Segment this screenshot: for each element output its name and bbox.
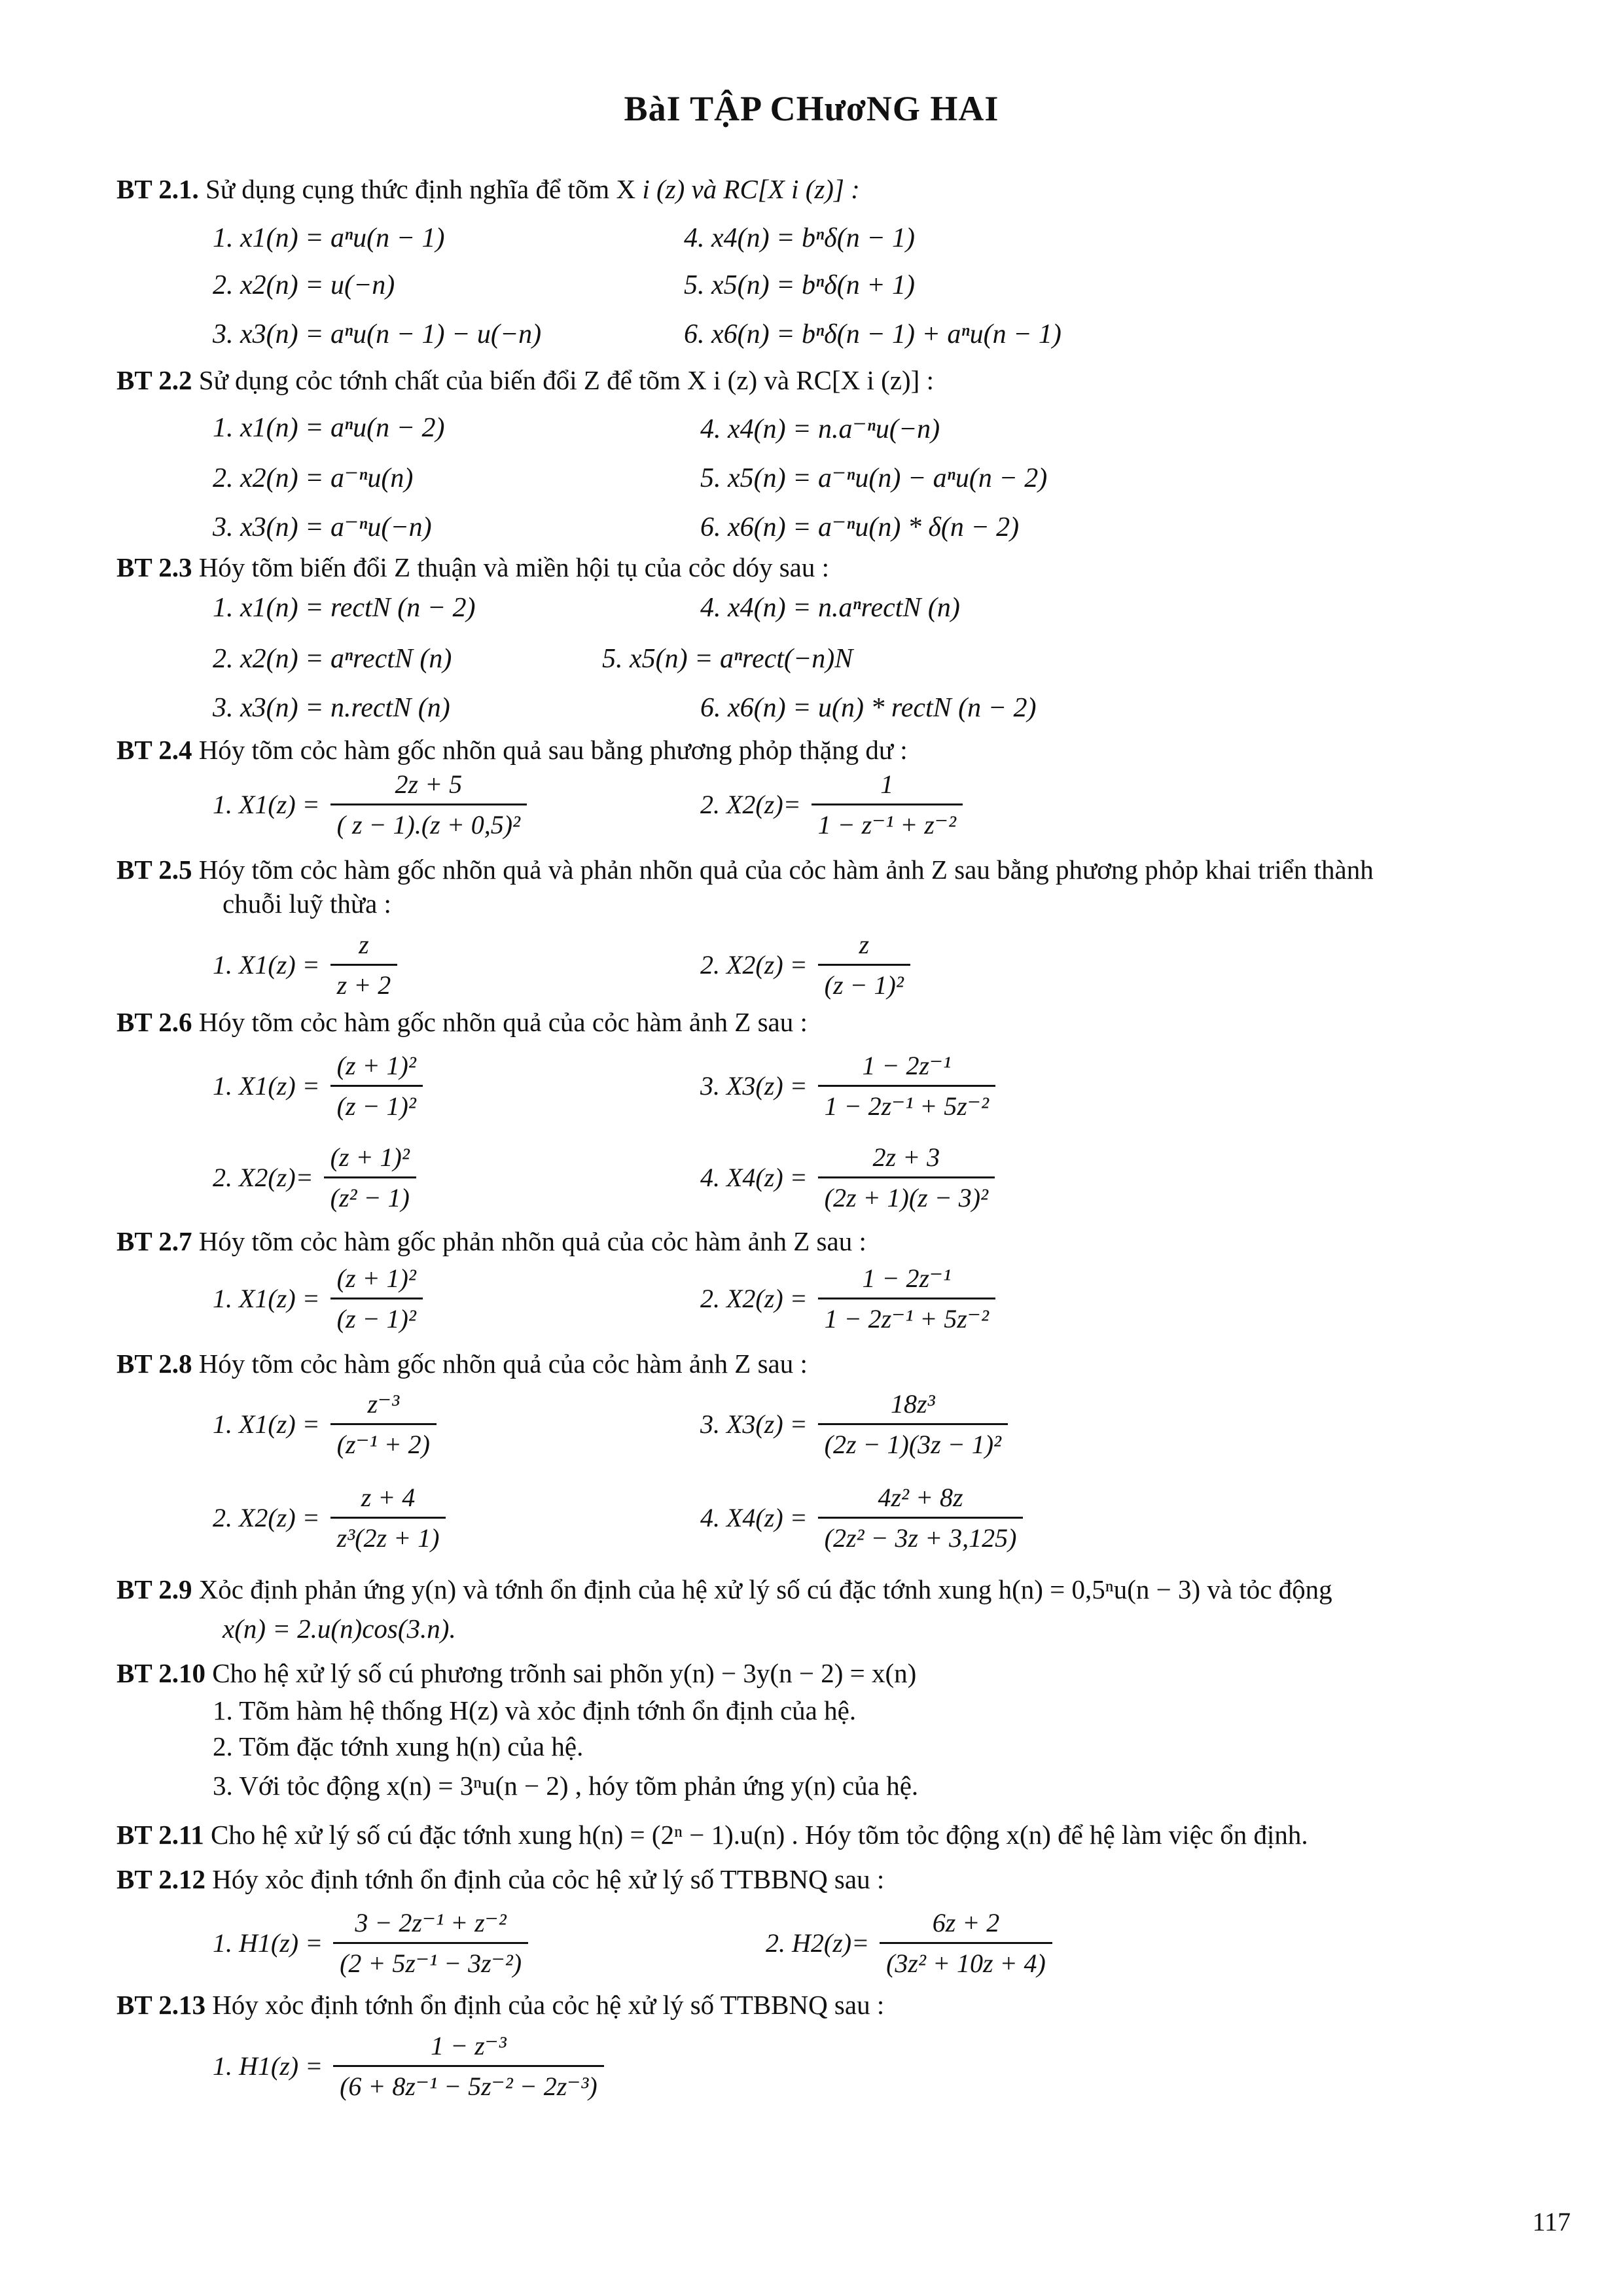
formula-lhs: X1(z) = <box>239 790 320 819</box>
exercise-label: BT 2.13 <box>116 1990 205 2020</box>
fraction-numerator: z <box>330 929 398 966</box>
list-item: 6. x6(n) = a⁻ⁿu(n) * δ(n − 2) <box>700 512 1020 542</box>
exercise-2-13-header <box>116 1989 884 2021</box>
fraction <box>330 1388 437 1460</box>
fraction <box>818 929 910 1000</box>
fraction-numerator: 18z³ <box>818 1388 1008 1425</box>
fraction <box>818 1142 995 1213</box>
exercise-2-2-header <box>116 364 934 396</box>
formula-lhs: X2(z)= <box>726 790 801 819</box>
list-item: 4. x4(n) = bⁿδ(n − 1) <box>684 223 916 253</box>
list-item: 3. x3(n) = n.rectN (n) <box>213 693 450 723</box>
formula-index: 1. <box>213 1071 232 1101</box>
fraction-numerator: 1 − 2z⁻¹ <box>818 1263 995 1299</box>
fraction-numerator: (z + 1)² <box>330 1050 423 1087</box>
fraction-denominator: (z − 1)² <box>824 970 904 1000</box>
fraction <box>333 1907 528 1979</box>
list-item: 5. x5(n) = bⁿδ(n + 1) <box>684 270 916 300</box>
formula-index: 2. <box>766 1928 785 1958</box>
fraction <box>330 1263 423 1334</box>
formula-lhs: H1(z) = <box>239 2051 323 2081</box>
formula-index: 4. <box>700 1503 720 1532</box>
exercise-text: Hóy tõm cỏc hàm gốc nhõn quả của cỏc hàm ảnh Z sau : <box>192 1349 808 1379</box>
exercise-label: BT 2.11 <box>116 1820 204 1850</box>
fraction-numerator: 2z + 3 <box>818 1142 995 1178</box>
exercise-label: BT 2.9 <box>116 1574 192 1604</box>
formula <box>213 1388 440 1460</box>
fraction <box>818 1482 1024 1553</box>
formula-index: 1. <box>213 790 232 819</box>
list-item: 4. x4(n) = n.a⁻ⁿu(−n) <box>700 414 940 444</box>
exercise-label: BT 2.10 <box>116 1658 205 1688</box>
exercise-2-9-header <box>116 1574 1332 1605</box>
fraction-numerator: 1 <box>812 769 963 805</box>
formula-lhs: X2(z) = <box>239 1503 320 1532</box>
exercise-text: Hóy tõm cỏc hàm gốc nhõn quả sau bằng phương phỏp thặng dư : <box>192 735 908 765</box>
fraction-denominator: z + 2 <box>336 970 391 1000</box>
fraction <box>818 1388 1008 1460</box>
list-item: 3. x3(n) = aⁿu(n − 1) − u(−n) <box>213 319 542 349</box>
exercise-label: BT 2.4 <box>116 735 192 765</box>
formula <box>700 1263 999 1334</box>
formula <box>213 1142 420 1213</box>
exercise-2-5-header <box>116 854 1374 885</box>
formula <box>700 1388 1012 1460</box>
list-item: 2. x2(n) = aⁿrectN (n) <box>213 644 452 674</box>
page-number: 117 <box>1532 2207 1571 2236</box>
exercise-text-continued: x(n) = 2.u(n)cos(3.n). <box>223 1614 456 1644</box>
formula <box>700 1050 999 1122</box>
exercise-text: Hóy tõm cỏc hàm gốc phản nhõn quả của cỏc hàm ảnh Z sau : <box>192 1226 866 1256</box>
formula-lhs: X1(z) = <box>239 1071 320 1101</box>
formula-index: 3. <box>700 1071 720 1101</box>
list-item: 1. x1(n) = aⁿu(n − 2) <box>213 413 445 443</box>
formula-lhs: H2(z)= <box>792 1928 870 1958</box>
fraction-denominator: 1 − 2z⁻¹ + 5z⁻² <box>824 1091 989 1121</box>
fraction <box>880 1907 1052 1979</box>
formula <box>213 1050 427 1122</box>
fraction-denominator: (z − 1)² <box>336 1091 416 1121</box>
formula <box>700 769 967 840</box>
fraction <box>330 1050 423 1122</box>
exercise-text: Cho hệ xử lý số cú phương trõnh sai phõn y(n) − 3y(n − 2) = x(n) <box>205 1658 917 1688</box>
formula-index: 1. <box>213 950 232 980</box>
list-item: 2. Tõm đặc tớnh xung h(n) của hệ. <box>213 1731 584 1761</box>
fraction-numerator: 1 − 2z⁻¹ <box>818 1050 995 1087</box>
exercise-label: BT 2.2 <box>116 365 192 395</box>
fraction-denominator: (z⁻¹ + 2) <box>336 1430 430 1459</box>
list-item: 2. x2(n) = u(−n) <box>213 270 395 300</box>
fraction-numerator: 2z + 5 <box>330 769 527 805</box>
exercise-2-7-header <box>116 1226 866 1257</box>
formula <box>213 2030 608 2102</box>
exercise-2-4-header <box>116 734 908 766</box>
fraction-numerator: z + 4 <box>330 1482 446 1519</box>
formula-lhs: X2(z) = <box>726 950 808 980</box>
list-item: 3. Với tỏc động x(n) = 3ⁿu(n − 2) , hóy tõm phản ứng y(n) của hệ. <box>213 1771 919 1801</box>
exercise-label: BT 2.8 <box>116 1349 192 1379</box>
fraction-denominator: z³(2z + 1) <box>336 1523 440 1553</box>
exercise-2-12-header <box>116 1863 884 1895</box>
fraction <box>333 2030 604 2102</box>
formula <box>213 1263 427 1334</box>
fraction-denominator: (z − 1)² <box>336 1304 416 1333</box>
formula <box>700 929 914 1000</box>
formula-index: 1. <box>213 1409 232 1439</box>
fraction-numerator: 3 − 2z⁻¹ + z⁻² <box>333 1907 528 1944</box>
formula <box>213 929 401 1000</box>
fraction-numerator: 6z + 2 <box>880 1907 1052 1944</box>
exercise-label: BT 2.3 <box>116 552 192 582</box>
formula-index: 1. <box>213 2051 232 2081</box>
formula-lhs: X1(z) = <box>239 950 320 980</box>
list-item: 3. x3(n) = a⁻ⁿu(−n) <box>213 512 432 542</box>
formula <box>766 1907 1056 1979</box>
exercise-2-11-header <box>116 1819 1308 1850</box>
formula <box>213 769 531 840</box>
fraction-denominator: 1 − z⁻¹ + z⁻² <box>817 810 956 839</box>
formula-lhs: X1(z) = <box>239 1284 320 1313</box>
exercise-text: Hóy xỏc định tớnh ổn định của cỏc hệ xử lý số TTBBNQ sau : <box>205 1990 885 2020</box>
formula-lhs: X3(z) = <box>726 1071 808 1101</box>
fraction <box>330 929 398 1000</box>
list-item: 1. x1(n) = aⁿu(n − 1) <box>213 223 445 253</box>
fraction <box>812 769 963 840</box>
formula-index: 2. <box>213 1503 232 1532</box>
list-item: 4. x4(n) = n.aⁿrectN (n) <box>700 593 960 623</box>
fraction-numerator: (z + 1)² <box>324 1142 416 1178</box>
fraction-numerator: 1 − z⁻³ <box>333 2030 604 2067</box>
fraction-denominator: (z² − 1) <box>330 1183 410 1212</box>
fraction-denominator: ( z − 1).(z + 0,5)² <box>336 810 521 839</box>
list-item: 6. x6(n) = bⁿδ(n − 1) + aⁿu(n − 1) <box>684 319 1061 349</box>
list-item: 5. x5(n) = aⁿrect(−n)N <box>602 644 853 674</box>
fraction-denominator: (2z² − 3z + 3,125) <box>824 1523 1017 1553</box>
fraction-denominator: (2z + 1)(z − 3)² <box>824 1183 989 1212</box>
formula-index: 1. <box>213 1284 232 1313</box>
list-item: 2. x2(n) = a⁻ⁿu(n) <box>213 463 414 493</box>
exercise-label: BT 2.12 <box>116 1864 205 1894</box>
exercise-label: BT 2.6 <box>116 1007 192 1037</box>
formula <box>213 1482 450 1553</box>
exercise-label: BT 2.5 <box>116 855 192 885</box>
exercise-2-3-header <box>116 552 829 583</box>
exercise-math: i (z) và RC[X i (z)] : <box>642 174 860 204</box>
formula-index: 2. <box>213 1163 232 1192</box>
formula-lhs: X4(z) = <box>726 1163 808 1192</box>
formula-lhs: H1(z) = <box>239 1928 323 1958</box>
exercise-text: Hóy tõm biến đổi Z thuận và miền hội tụ của cỏc dóy sau : <box>192 552 830 582</box>
fraction-numerator: 4z² + 8z <box>818 1482 1024 1519</box>
fraction <box>818 1263 995 1334</box>
exercise-2-1-header <box>116 173 860 205</box>
fraction <box>324 1142 416 1213</box>
exercise-text: Xỏc định phản ứng y(n) và tớnh ổn định của hệ xử lý số cú đặc tớnh xung h(n) = 0,5ⁿu(n − 3) và tỏc động <box>192 1574 1332 1604</box>
fraction-denominator: 1 − 2z⁻¹ + 5z⁻² <box>824 1304 989 1333</box>
fraction <box>818 1050 995 1122</box>
list-item: 5. x5(n) = a⁻ⁿu(n) − aⁿu(n − 2) <box>700 463 1048 493</box>
fraction-denominator: (2z − 1)(3z − 1)² <box>824 1430 1002 1459</box>
formula-index: 3. <box>700 1409 720 1439</box>
page-title: BàI TẬP CHươNG HAI <box>624 89 999 128</box>
exercise-text-continued: chuỗi luỹ thừa : <box>223 889 391 919</box>
fraction <box>330 1482 446 1553</box>
list-item: 1. x1(n) = rectN (n − 2) <box>213 593 476 623</box>
exercise-label: BT 2.1. <box>116 174 199 204</box>
formula-lhs: X3(z) = <box>726 1409 808 1439</box>
formula-lhs: X1(z) = <box>239 1409 320 1439</box>
exercise-2-8-header <box>116 1348 808 1379</box>
exercise-text: Sử dụng cụng thức định nghĩa để tõm X <box>198 174 636 204</box>
formula-index: 2. <box>700 1284 720 1313</box>
fraction-denominator: (2 + 5z⁻¹ − 3z⁻²) <box>340 1949 522 1978</box>
formula-index: 1. <box>213 1928 232 1958</box>
formula-index: 4. <box>700 1163 720 1192</box>
formula-index: 2. <box>700 790 720 819</box>
formula-lhs: X2(z) = <box>726 1284 808 1313</box>
formula <box>700 1142 999 1213</box>
fraction-numerator: z⁻³ <box>330 1388 437 1425</box>
exercise-text: Sử dụng cỏc tớnh chất của biến đổi Z để tõm X i (z) và RC[X i (z)] : <box>192 365 934 395</box>
exercise-2-6-header <box>116 1006 808 1038</box>
exercise-text: Cho hệ xử lý số cú đặc tớnh xung h(n) = (2ⁿ − 1).u(n) . Hóy tõm tỏc động x(n) để hệ làm việc ổn định. <box>204 1820 1308 1850</box>
formula-lhs: X4(z) = <box>726 1503 808 1532</box>
fraction-numerator: (z + 1)² <box>330 1263 423 1299</box>
formula-index: 2. <box>700 950 720 980</box>
exercise-text: Hóy tõm cỏc hàm gốc nhõn quả và phản nhõn quả của cỏc hàm ảnh Z sau bằng phương phỏp khai triển thành <box>192 855 1374 885</box>
formula <box>700 1482 1027 1553</box>
fraction-denominator: (6 + 8z⁻¹ − 5z⁻² − 2z⁻³) <box>340 2072 597 2101</box>
list-item: 6. x6(n) = u(n) * rectN (n − 2) <box>700 693 1037 723</box>
exercise-text: Hóy tõm cỏc hàm gốc nhõn quả của cỏc hàm ảnh Z sau : <box>192 1007 808 1037</box>
formula-lhs: X2(z)= <box>239 1163 313 1192</box>
exercise-label: BT 2.7 <box>116 1226 192 1256</box>
formula <box>213 1907 532 1979</box>
fraction-numerator: z <box>818 929 910 966</box>
fraction-denominator: (3z² + 10z + 4) <box>886 1949 1046 1978</box>
exercise-2-10-header <box>116 1657 916 1689</box>
fraction <box>330 769 527 840</box>
list-item: 1. Tõm hàm hệ thống H(z) và xỏc định tớnh ổn định của hệ. <box>213 1695 857 1725</box>
exercise-text: Hóy xỏc định tớnh ổn định của cỏc hệ xử lý số TTBBNQ sau : <box>205 1864 885 1894</box>
